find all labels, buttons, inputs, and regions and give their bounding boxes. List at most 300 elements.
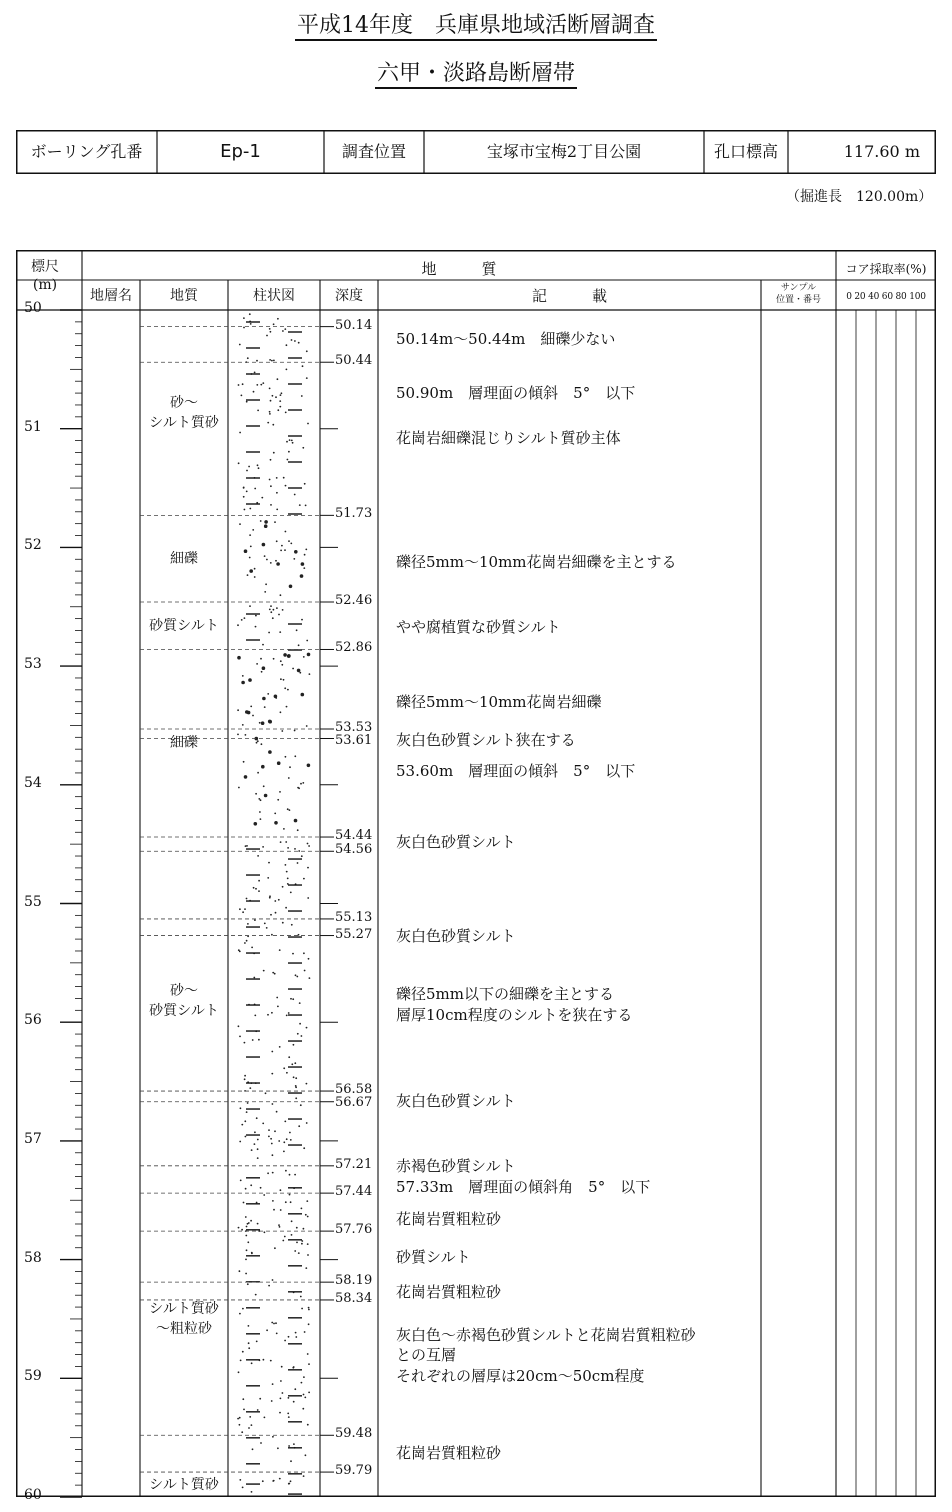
description-text: やや腐植質な砂質シルト <box>396 618 561 637</box>
sand-dot <box>303 567 305 569</box>
description-text: 砂質シルト <box>396 1248 471 1267</box>
sand-dot <box>246 491 248 493</box>
sand-dot <box>266 335 268 337</box>
scale-tick-label: 59 <box>24 1368 42 1385</box>
sand-dot <box>285 841 287 843</box>
sand-dot <box>278 899 280 901</box>
sand-dot <box>301 1382 303 1384</box>
sand-dot <box>274 1247 276 1249</box>
sand-dot <box>264 706 266 708</box>
sand-dot <box>298 644 300 646</box>
sand-dot <box>299 1002 301 1004</box>
lithology-label: シルト質砂 <box>149 1476 219 1493</box>
sand-dot <box>291 1234 293 1236</box>
sand-dot <box>299 672 301 674</box>
sand-dot <box>257 1139 259 1141</box>
sand-dot <box>255 793 257 795</box>
sand-dot <box>281 392 283 394</box>
sand-dot <box>303 1228 305 1230</box>
sand-dot <box>268 862 270 864</box>
sand-dot <box>301 1208 303 1210</box>
sand-dot <box>303 878 305 880</box>
sand-dot <box>249 534 251 536</box>
sand-dot <box>294 848 296 850</box>
scale-tick-label: 51 <box>24 418 42 435</box>
sand-dot <box>284 687 286 689</box>
sand-dot <box>274 1130 276 1132</box>
sand-dot <box>302 365 304 367</box>
sand-dot <box>306 1083 308 1085</box>
sand-dot <box>240 1360 242 1362</box>
sand-dot <box>306 1027 308 1029</box>
sand-dot <box>260 1442 262 1444</box>
sand-dot <box>286 1138 288 1140</box>
sand-dot <box>258 1039 260 1041</box>
sand-dot <box>249 313 251 315</box>
sand-dot <box>291 440 293 442</box>
sand-dot <box>264 555 266 557</box>
sand-dot <box>256 663 258 665</box>
sand-dot <box>245 1136 247 1138</box>
sand-dot <box>287 1413 289 1415</box>
scale-tick-label: 55 <box>24 893 42 910</box>
sand-dot <box>239 1141 241 1143</box>
sand-dot <box>308 1392 310 1394</box>
sand-dot <box>256 384 258 386</box>
description-header: 記 載 <box>531 287 607 305</box>
location-label: 調査位置 <box>341 142 406 161</box>
lithology-label: 細礫 <box>170 735 198 752</box>
sand-dot <box>286 369 288 371</box>
sand-dot <box>273 658 275 660</box>
sand-dot <box>300 1296 302 1298</box>
sand-dot <box>260 658 262 660</box>
sand-dot <box>289 766 291 768</box>
sand-dot <box>246 1226 248 1228</box>
sand-dot <box>248 1347 250 1349</box>
sand-dot <box>285 412 287 414</box>
sand-dot <box>239 1479 241 1481</box>
sand-dot <box>296 1242 298 1244</box>
sand-dot <box>244 775 248 779</box>
sand-dot <box>257 1148 259 1150</box>
sand-dot <box>279 1412 281 1414</box>
sand-dot <box>278 1224 280 1226</box>
sand-dot <box>307 653 311 657</box>
sand-dot <box>239 908 241 910</box>
sand-dot <box>242 1308 244 1310</box>
sand-dot <box>304 554 306 556</box>
sand-dot <box>254 822 258 826</box>
sand-dot <box>301 1035 303 1037</box>
sand-dot <box>249 508 251 510</box>
sand-dot <box>303 656 305 658</box>
sand-dot <box>290 892 292 894</box>
sand-dot <box>267 1014 269 1016</box>
sand-dot <box>263 1194 265 1196</box>
depth-mark: 54.44 <box>335 828 373 844</box>
sand-dot <box>288 540 290 542</box>
sand-dot <box>298 1252 300 1254</box>
sand-dot <box>249 569 253 573</box>
description-text: 礫径5mm以下の細礫を主とする <box>396 984 614 1003</box>
sand-dot <box>280 1209 282 1211</box>
sand-dot <box>289 809 291 811</box>
depth-mark: 59.48 <box>335 1426 373 1442</box>
sand-dot <box>238 1227 240 1229</box>
sand-dot <box>285 864 287 866</box>
sand-dot <box>253 391 255 393</box>
sand-dot <box>240 1180 242 1182</box>
sand-dot <box>297 862 299 864</box>
sand-dot <box>288 1416 290 1418</box>
sand-dot <box>267 422 269 424</box>
sand-dot <box>278 1140 280 1142</box>
sand-dot <box>305 1267 307 1269</box>
description-text: 花崗岩質粗粒砂 <box>396 1444 502 1463</box>
sand-dot <box>271 1400 273 1402</box>
sand-dot <box>287 654 291 658</box>
depth-header: 深度 <box>335 288 363 304</box>
sand-dot <box>304 1331 306 1333</box>
description-text: 層厚10cm程度のシルトを狭在する <box>396 1006 633 1025</box>
sand-dot <box>298 1125 300 1127</box>
sand-dot <box>238 1371 240 1373</box>
sand-dot <box>238 462 240 464</box>
sand-dot <box>309 673 311 675</box>
sand-dot <box>307 1216 309 1218</box>
sand-dot <box>277 1447 279 1449</box>
sand-dot <box>249 557 251 559</box>
sand-dot <box>272 1279 274 1281</box>
sand-dot <box>257 740 259 742</box>
sand-dot <box>241 1431 243 1433</box>
sand-dot <box>284 1236 286 1238</box>
sand-dot <box>309 977 311 979</box>
sand-dot <box>272 617 274 619</box>
sand-dot <box>288 1056 290 1058</box>
description-text: 灰白色砂質シルト <box>396 1091 516 1110</box>
sand-dot <box>247 574 249 576</box>
sand-dot <box>238 949 240 951</box>
sand-dot <box>246 940 248 942</box>
sand-dot <box>292 953 294 955</box>
sand-dot <box>268 1136 270 1138</box>
sand-dot <box>270 562 272 564</box>
depth-mark: 52.86 <box>335 640 373 656</box>
sand-dot <box>270 605 272 607</box>
sand-dot <box>287 808 289 810</box>
depth-mark: 51.73 <box>335 506 373 522</box>
sand-dot <box>266 1329 268 1331</box>
sand-dot <box>271 1073 273 1075</box>
sand-dot <box>242 1351 244 1353</box>
sand-dot <box>277 318 279 320</box>
sand-dot <box>253 887 255 889</box>
sand-dot <box>247 357 249 359</box>
sand-dot <box>277 1006 279 1008</box>
sand-dot <box>250 546 252 548</box>
boring-value: Ep-1 <box>220 141 261 162</box>
core-rate-scale: 0 20 40 60 80 100 <box>846 292 926 302</box>
sand-dot <box>272 424 274 426</box>
sand-dot <box>290 543 292 545</box>
sand-dot <box>285 756 287 758</box>
sand-dot <box>244 1075 246 1077</box>
sand-dot <box>294 1062 296 1064</box>
sand-dot <box>271 1012 273 1014</box>
sand-dot <box>270 1360 272 1362</box>
sand-dot <box>251 1252 253 1254</box>
depth-mark: 56.58 <box>335 1082 373 1098</box>
sand-dot <box>271 1143 273 1145</box>
scale-header-unit: (m) <box>32 277 58 293</box>
sand-dot <box>289 439 291 441</box>
sand-dot <box>261 765 265 769</box>
sand-dot <box>269 328 271 330</box>
sand-dot <box>290 1201 292 1203</box>
sand-dot <box>274 821 278 825</box>
sand-dot <box>292 668 294 670</box>
sand-dot <box>308 1307 310 1309</box>
sand-dot <box>294 494 296 496</box>
elevation-value: 117.60 m <box>843 142 920 161</box>
sand-dot <box>295 1077 297 1079</box>
sand-dot <box>261 671 263 673</box>
sand-dot <box>297 1033 299 1035</box>
sand-dot <box>239 344 241 346</box>
sand-dot <box>241 1229 243 1231</box>
sand-dot <box>251 1149 253 1151</box>
sand-dot <box>259 722 261 724</box>
sand-dot <box>283 1141 285 1143</box>
sand-dot <box>289 1132 291 1134</box>
sand-dot <box>239 1313 241 1315</box>
scale-tick-label: 57 <box>24 1130 42 1147</box>
sand-dot <box>286 871 288 873</box>
sand-dot <box>285 1201 287 1203</box>
sand-dot <box>281 1366 283 1368</box>
sand-dot <box>274 521 276 523</box>
sand-dot <box>306 640 308 642</box>
sand-dot <box>269 411 271 413</box>
sand-dot <box>285 1170 287 1172</box>
sand-dot <box>259 1398 261 1400</box>
description-text: 花崗岩質粗粒砂 <box>396 1210 502 1229</box>
sand-dot <box>260 818 262 820</box>
depth-mark: 52.46 <box>335 593 373 608</box>
sand-dot <box>285 531 287 533</box>
sand-dot <box>273 1323 275 1325</box>
sand-dot <box>276 607 278 609</box>
lithology-label: 砂～ シルト質砂 <box>149 394 219 431</box>
sand-dot <box>265 1092 267 1094</box>
description-text: 灰白色～赤褐色砂質シルトと花崗岩質粗粒砂 <box>396 1325 696 1344</box>
sand-dot <box>292 442 294 444</box>
lithology-label: 砂質シルト <box>149 617 219 634</box>
sand-dot <box>291 1220 293 1222</box>
sand-dot <box>284 328 286 330</box>
depth-mark: 50.14 <box>335 317 373 333</box>
sand-dot <box>285 907 287 909</box>
sand-dot <box>306 377 308 379</box>
sand-dot <box>300 1104 302 1106</box>
sand-dot <box>241 1124 243 1126</box>
sand-dot <box>270 914 272 916</box>
sand-dot <box>281 664 283 666</box>
sand-dot <box>272 1103 274 1105</box>
sand-dot <box>254 1143 256 1145</box>
depth-mark: 58.19 <box>335 1273 373 1289</box>
depth-mark: 57.76 <box>335 1222 373 1238</box>
sand-dot <box>261 743 263 745</box>
sand-dot <box>244 1078 246 1080</box>
sand-dot <box>262 543 266 547</box>
sand-dot <box>267 1172 269 1174</box>
sand-dot <box>244 617 246 619</box>
sand-dot <box>257 1157 259 1159</box>
sand-dot <box>242 675 244 677</box>
sand-dot <box>276 1111 278 1113</box>
sand-dot <box>241 619 243 621</box>
sand-dot <box>246 401 248 403</box>
sand-dot <box>270 611 272 613</box>
sand-dot <box>255 626 257 628</box>
depth-mark: 59.79 <box>335 1463 373 1479</box>
sand-dot <box>303 1394 305 1396</box>
sand-dot <box>272 972 274 974</box>
sand-dot <box>280 394 282 396</box>
sand-dot <box>294 730 296 732</box>
sand-dot <box>290 1460 292 1462</box>
sand-dot <box>288 1012 290 1014</box>
sand-dot <box>296 976 298 978</box>
sand-dot <box>295 1336 297 1338</box>
sand-dot <box>272 1172 274 1174</box>
sand-dot <box>246 898 248 900</box>
sand-dot <box>308 1309 310 1311</box>
description-text: 灰白色砂質シルト狭在する <box>396 730 576 749</box>
sand-dot <box>308 845 310 847</box>
sand-dot <box>254 1131 256 1133</box>
sand-dot <box>276 1333 278 1335</box>
depth-mark: 57.44 <box>335 1184 373 1200</box>
sand-dot <box>275 1322 277 1324</box>
sand-dot <box>280 711 282 713</box>
sand-dot <box>300 783 302 785</box>
sand-dot <box>301 693 305 697</box>
sand-dot <box>265 583 267 585</box>
sand-dot <box>303 1475 305 1477</box>
sand-dot <box>257 1223 259 1225</box>
lithology-label: 細礫 <box>170 550 198 567</box>
sand-dot <box>239 1270 241 1272</box>
sand-dot <box>264 794 268 798</box>
core-rate-header: コア採取率(%) <box>845 262 927 276</box>
sand-dot <box>267 693 269 695</box>
sand-dot <box>269 359 271 361</box>
sand-dot <box>271 360 273 362</box>
sand-dot <box>280 1189 282 1191</box>
sand-dot <box>272 395 274 397</box>
sand-dot <box>284 549 286 551</box>
sand-dot <box>294 1250 296 1252</box>
elevation-label: 孔口標高 <box>713 142 778 161</box>
sand-dot <box>296 629 298 631</box>
sand-dot <box>262 666 266 670</box>
sand-dot <box>277 409 279 411</box>
sand-dot <box>243 496 245 498</box>
sand-dot <box>252 715 254 717</box>
sand-dot <box>251 1362 253 1364</box>
sand-dot <box>254 568 256 570</box>
sand-dot <box>298 850 300 852</box>
sand-dot <box>270 1138 272 1140</box>
sand-dot <box>249 1087 251 1089</box>
description-text: 57.33m 層理面の傾斜角 5° 以下 <box>396 1178 651 1197</box>
sand-dot <box>304 970 306 972</box>
sand-dot <box>247 1102 249 1104</box>
sand-dot <box>242 1487 244 1489</box>
sand-dot <box>293 1401 295 1403</box>
sand-dot <box>271 1051 273 1053</box>
sand-dot <box>283 477 285 479</box>
sand-dot <box>242 383 244 385</box>
sand-dot <box>266 559 268 561</box>
sand-dot <box>279 400 281 402</box>
sand-dot <box>263 1359 265 1361</box>
sand-dot <box>301 855 303 857</box>
sand-dot <box>276 477 278 479</box>
sand-dot <box>254 372 256 374</box>
depth-mark: 58.34 <box>335 1290 373 1306</box>
sand-dot <box>294 1388 296 1390</box>
sand-dot <box>283 1151 285 1153</box>
sand-dot <box>288 777 290 779</box>
sand-dot <box>269 413 271 415</box>
sand-dot <box>285 485 287 487</box>
sand-dot <box>270 485 272 487</box>
sand-dot <box>249 1416 251 1418</box>
sand-dot <box>245 734 247 736</box>
sand-dot <box>239 432 241 434</box>
sand-dot <box>239 1036 241 1038</box>
sand-dot <box>295 1097 297 1099</box>
sand-dot <box>276 997 278 999</box>
sand-dot <box>290 998 292 1000</box>
sand-dot <box>250 1184 252 1186</box>
sand-dot <box>238 787 240 789</box>
sand-dot <box>241 395 243 397</box>
sand-dot <box>248 1222 250 1224</box>
sand-dot <box>294 340 296 342</box>
depth-mark: 55.27 <box>335 926 373 942</box>
sand-dot <box>282 609 284 611</box>
sand-dot <box>277 761 281 765</box>
sand-dot <box>283 679 285 681</box>
sand-dot <box>268 750 272 754</box>
sand-dot <box>243 317 245 319</box>
sand-dot <box>246 470 248 472</box>
sand-dot <box>305 505 307 507</box>
sand-dot <box>281 545 283 547</box>
sand-dot <box>305 1454 307 1456</box>
sand-dot <box>257 1409 259 1411</box>
depth-mark: 56.67 <box>335 1095 373 1111</box>
sand-dot <box>258 890 260 892</box>
sand-dot <box>246 1249 248 1251</box>
sand-dot <box>277 799 279 801</box>
